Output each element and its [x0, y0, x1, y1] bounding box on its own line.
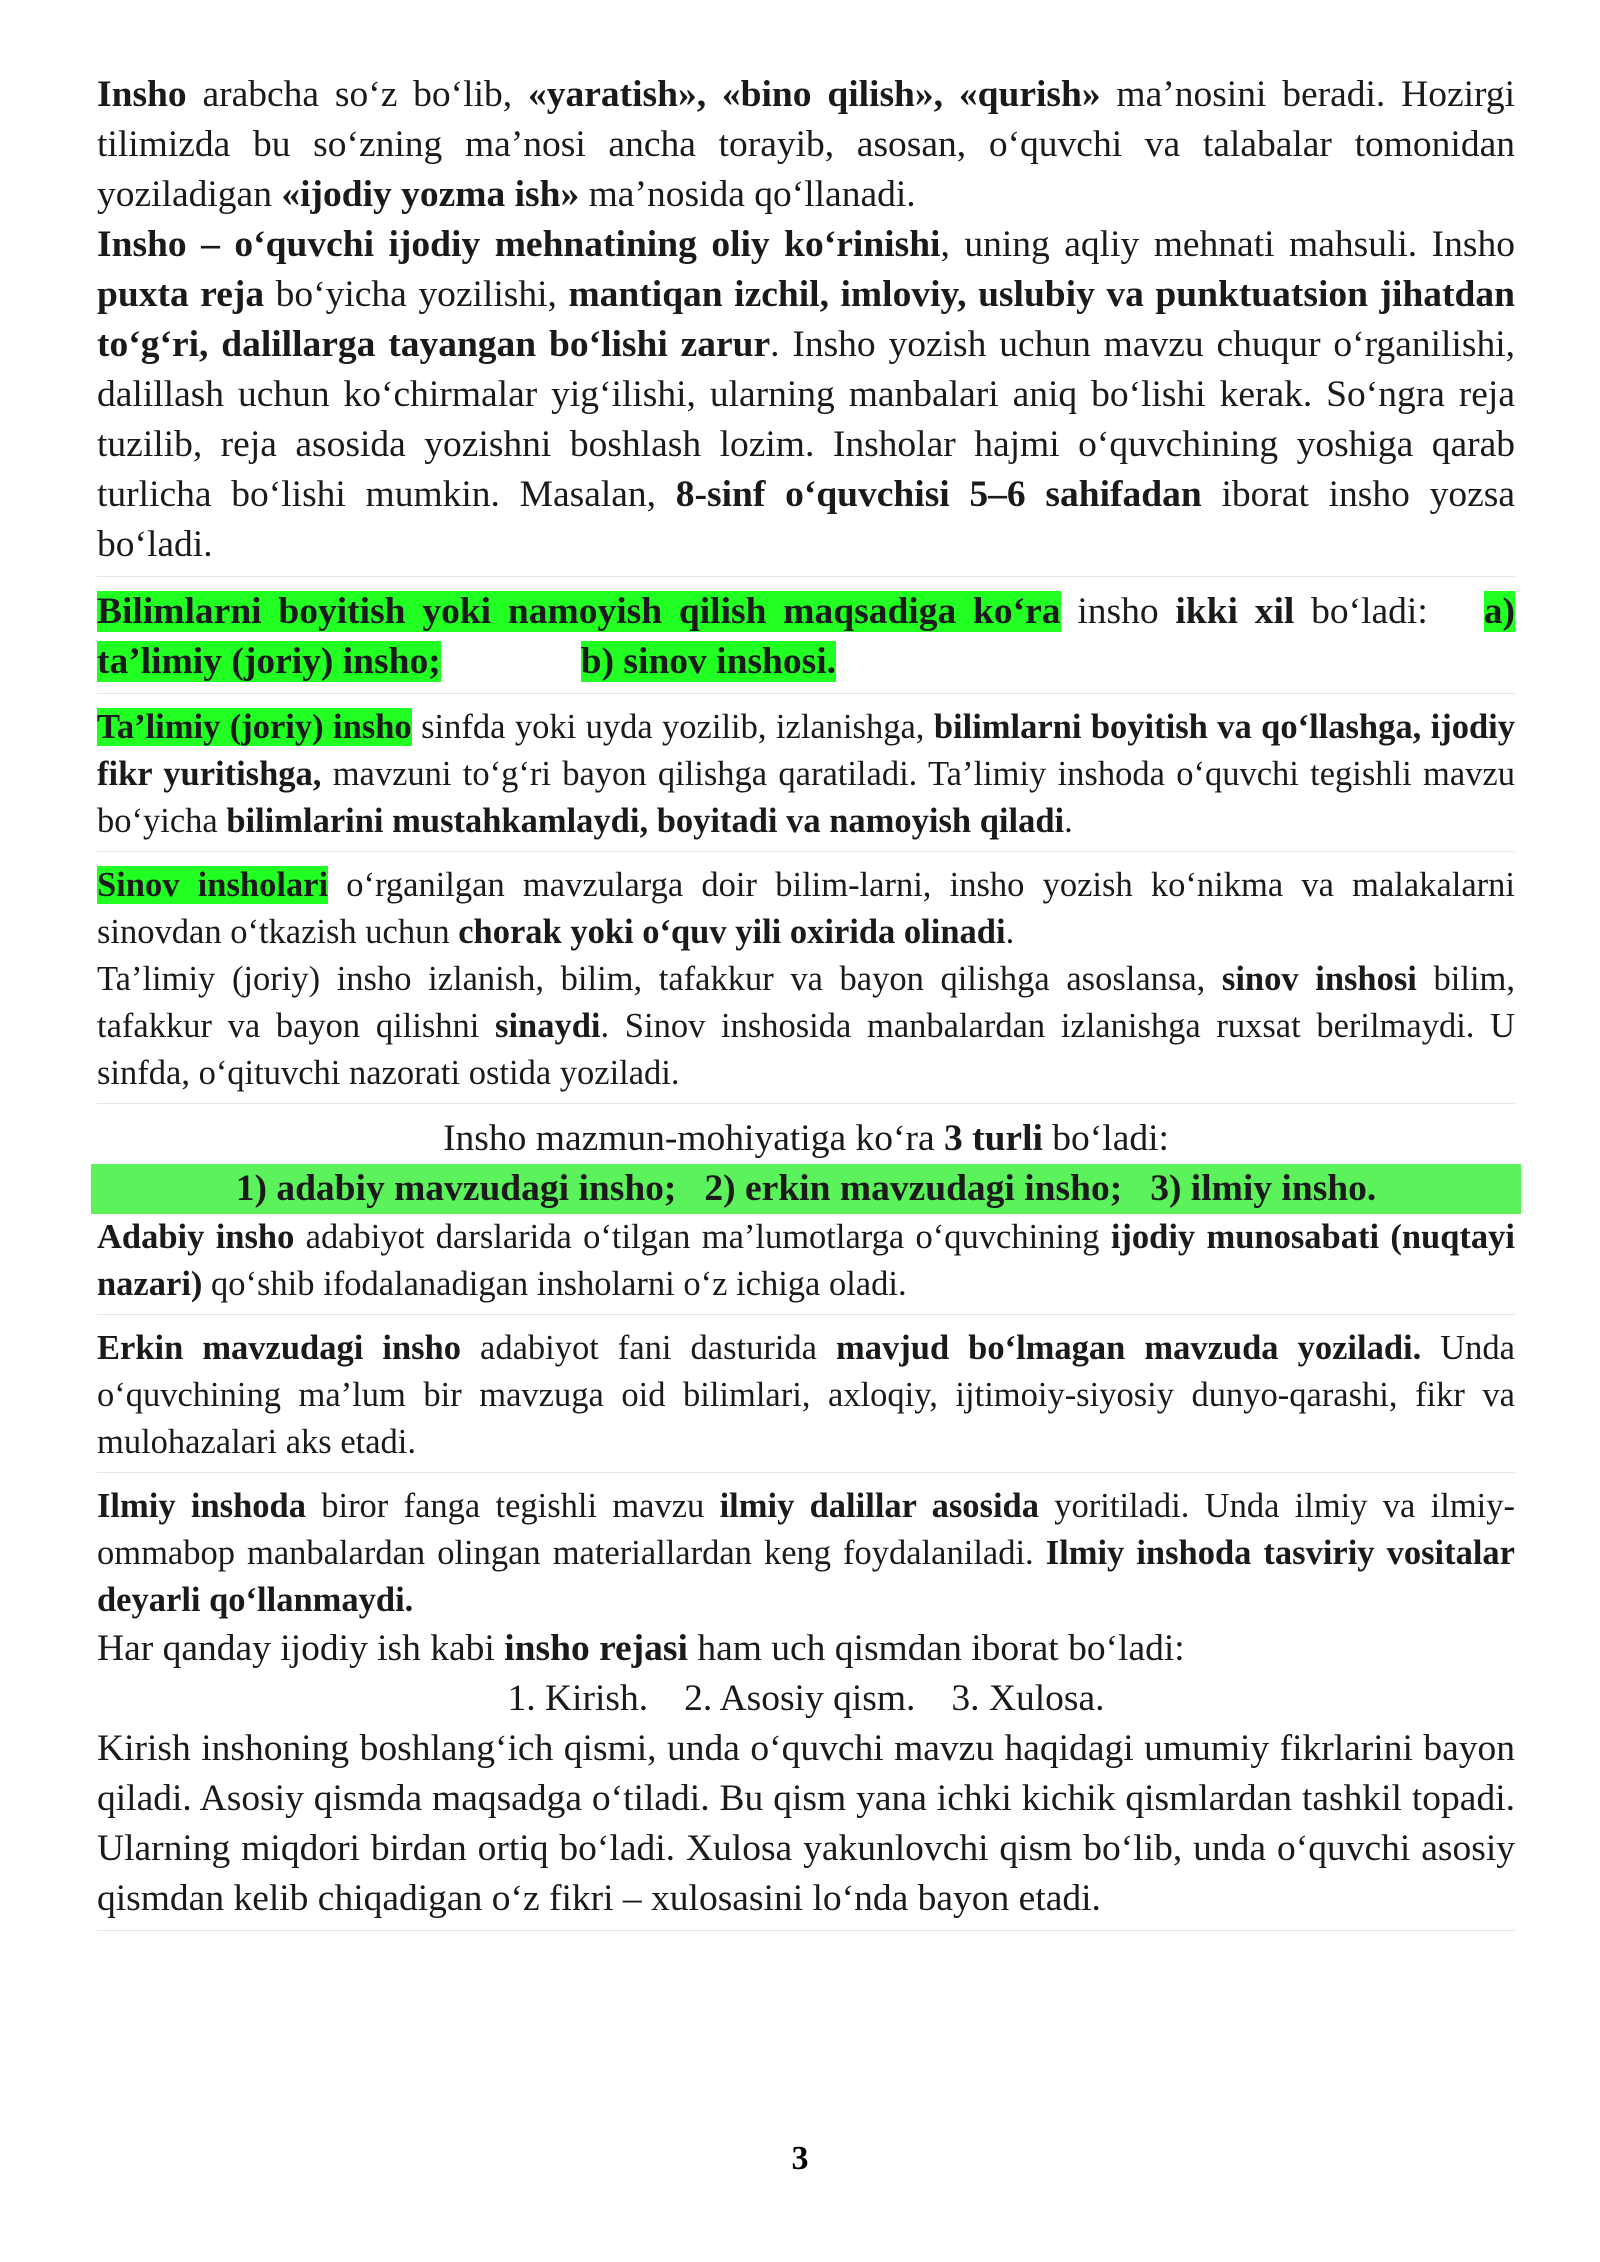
text: ma’nosida qo‘llanadi.	[579, 174, 916, 215]
bold-phrase: ilmiy dalillar asosida	[719, 1487, 1039, 1525]
bold-phrase: chorak yoki o‘quv yili oxirida olinadi	[458, 913, 1006, 951]
paragraph-plan-intro	[97, 1624, 1515, 1674]
plan-item-main: 2. Asosiy qism.	[684, 1678, 916, 1719]
text: ham uch qismdan iborat bo‘ladi:	[687, 1628, 1185, 1669]
bold-phrase: puxta reja	[97, 274, 265, 315]
bold-phrase: mavjud bo‘lmagan mavzuda yoziladi.	[836, 1329, 1422, 1367]
paragraph-requirements	[97, 220, 1515, 570]
bold-phrase: 3 turli	[943, 1118, 1043, 1159]
paragraph-definition	[97, 70, 1515, 220]
text: arabcha so‘z bo‘lib,	[186, 74, 528, 115]
text: Unda o‘quvchining ma’lum bir mavzuga oid bilimlari, axloqiy, ijtimoiy-siyosiy dunyo-qarashi, fikr va mulohazalari aks etadi.	[97, 1329, 1515, 1461]
text: . Insho yozish uchun mavzu chuqur o‘rganilishi, dalillash uchun ko‘chirmalar yig‘ilishi, ularning manbalari aniq bo‘lishi kerak. So‘ngra reja tuzilib, reja asosida yozishni boshlash lozim. Insholar hajmi o‘quvchining yoshiga qarab turlicha bo‘lishi mumkin. Masalan,	[97, 324, 1515, 515]
text: biror fanga tegishli mavzu	[305, 1487, 720, 1525]
bold-phrase: 8-sinf o‘quvchisi 5–6 sahifadan	[675, 474, 1202, 515]
bold-phrase: sinov inshosi	[1221, 960, 1417, 998]
text: adabiyot darslarida o‘tilgan ma’lumotlarga o‘quvchining	[294, 1218, 1111, 1256]
plan-item-intro: 1. Kirish.	[507, 1678, 649, 1719]
text: . Sinov inshosida manbalardan izlanishga ruxsat berilmaydi. U sinfda, o‘qituvchi nazorati ostida yoziladi.	[97, 1007, 1515, 1092]
text: sinfda yoki uyda yozilib, izlanishga,	[411, 708, 934, 746]
section-scientific-and-plan	[97, 1483, 1515, 1931]
paragraph-plan-details: Kirish inshoning boshlang‘ich qismi, unda o‘quvchi mavzu haqidagi umumiy fikrlarini bayon qiladi. Asosiy qismda maqsadga o‘tiladi. Bu qism yana ichki kichik qismlardan tashkil topadi. Ularning miqdori birdan ortiq bo‘ladi. Xulosa yakunlovchi qism bo‘lib, unda o‘quvchi asosiy qismdan kelib chiqadigan o‘z fikri – xulosasini lo‘nda bayon etadi.	[97, 1728, 1515, 1919]
text: bilim, tafakkur va bayon qilishni	[97, 960, 1515, 1045]
bold-phrase: Insho – o‘quvchi ijodiy mehnatining oliy ko‘rinishi	[97, 224, 941, 265]
text: .	[1005, 913, 1015, 951]
section-purpose-types	[97, 587, 1515, 694]
bold-meanings: «yaratish», «bino qilish», «qurish»	[527, 74, 1101, 115]
bold-phrase: ikki xil	[1175, 591, 1295, 632]
paragraph-literary-essay	[97, 1214, 1515, 1308]
section-content-types	[97, 1114, 1515, 1315]
text: ma’nosini beradi. Hozirgi tilimizda bu so‘zning ma’nosi ancha torayib, asosan, o‘quvchi va talabalar tomonidan yoziladigan	[97, 74, 1515, 215]
text: bo‘ladi:	[1294, 591, 1428, 632]
text: qo‘shib ifodalanadigan insholarni o‘z ichiga oladi.	[202, 1265, 907, 1303]
bold-phrase: mantiqan izchil, imloviy, uslubiy va punktuatsion jihatdan to‘g‘ri, dalillarga tayangan bo‘lishi zarur	[97, 274, 1516, 365]
text: , uning aqliy mehnati mahsuli. Insho	[940, 224, 1515, 265]
highlighted-type-a: a) ta’limiy (joriy) insho;	[97, 591, 1515, 682]
document-page	[97, 70, 1515, 1941]
plan-item-conclusion: 3. Xulosa.	[951, 1678, 1105, 1719]
section-free-topic	[97, 1325, 1515, 1473]
highlighted-term: Sinov insholari	[97, 866, 329, 904]
highlighted-heading: Bilimlarni boyitish yoki namoyish qilish maqsadiga ko‘ra	[97, 591, 1061, 632]
plan-list	[97, 1674, 1515, 1724]
bold-phrase: Adabiy insho	[97, 1218, 295, 1256]
paragraph-comparison	[97, 956, 1515, 1097]
bold-phrase: bilimlarni boyitish va qo‘llashga, ijodiy fikr yuritishga,	[97, 708, 1516, 793]
text: Har qanday ijodiy ish kabi	[97, 1628, 505, 1669]
types-list	[91, 1164, 1521, 1214]
text: yoritiladi. Unda ilmiy va ilmiy-ommabop manbalardan olingan materiallardan keng foydalaniladi.	[97, 1487, 1515, 1572]
bold-phrase: Erkin mavzudagi insho	[97, 1329, 461, 1367]
section-definition	[97, 70, 1515, 577]
bold-phrase: Ilmiy inshoda tasviriy vositalar deyarli qo‘llanmaydi.	[97, 1534, 1515, 1619]
text: mavzuni to‘g‘ri bayon qilishga qaratiladi. Ta’limiy inshoda o‘quvchi tegishli mavzu bo‘yicha	[97, 755, 1515, 840]
page-number: 3	[791, 2140, 809, 2177]
paragraph-purpose-types	[97, 587, 1515, 687]
term-insho: Insho	[97, 74, 187, 115]
bold-phrase: sinaydi	[495, 1007, 601, 1045]
bold-phrase: bilimlarini mustahkamlaydi, boyitadi va namoyish qiladi	[226, 802, 1065, 840]
text: Ta’limiy (joriy) insho izlanish, bilim, tafakkur va bayon qilishga asoslansa,	[97, 960, 1222, 998]
type-literary: 1) adabiy mavzudagi insho;	[235, 1168, 677, 1209]
highlighted-term: Ta’limiy (joriy) insho	[97, 708, 412, 746]
paragraph-test-essay	[97, 862, 1515, 956]
text: .	[1064, 802, 1073, 840]
section-test-essay	[97, 862, 1515, 1104]
text: Insho mazmun-mohiyatiga ko‘ra	[443, 1118, 944, 1159]
text: iborat insho yozsa bo‘ladi.	[97, 474, 1515, 565]
bold-phrase: «ijodiy yozma ish»	[281, 174, 580, 215]
text: adabiyot fani dasturida	[461, 1329, 837, 1367]
bold-phrase: Ilmiy inshoda	[97, 1487, 306, 1525]
text: o‘rganilgan mavzularga doir bilim-larni, insho yozish ko‘nikma va malakalarni sinovdan o‘tkazish uchun	[97, 866, 1515, 951]
highlighted-type-b: b) sinov inshosi.	[580, 641, 837, 682]
section-educational-essay	[97, 704, 1515, 852]
types-intro	[97, 1114, 1515, 1164]
paragraph-free-topic	[97, 1325, 1515, 1466]
type-scientific: 3) ilmiy insho.	[1150, 1168, 1377, 1209]
bold-phrase: insho rejasi	[504, 1628, 688, 1669]
text: insho	[1060, 591, 1176, 632]
text: bo‘yicha yozilishi,	[264, 274, 569, 315]
text: bo‘ladi:	[1042, 1118, 1169, 1159]
paragraph-scientific-essay	[97, 1483, 1515, 1624]
bold-phrase: ijodiy munosabati (nuqtayi nazari)	[97, 1218, 1515, 1303]
type-free-topic: 2) erkin mavzudagi insho;	[704, 1168, 1123, 1209]
paragraph-educational-essay	[97, 704, 1515, 845]
